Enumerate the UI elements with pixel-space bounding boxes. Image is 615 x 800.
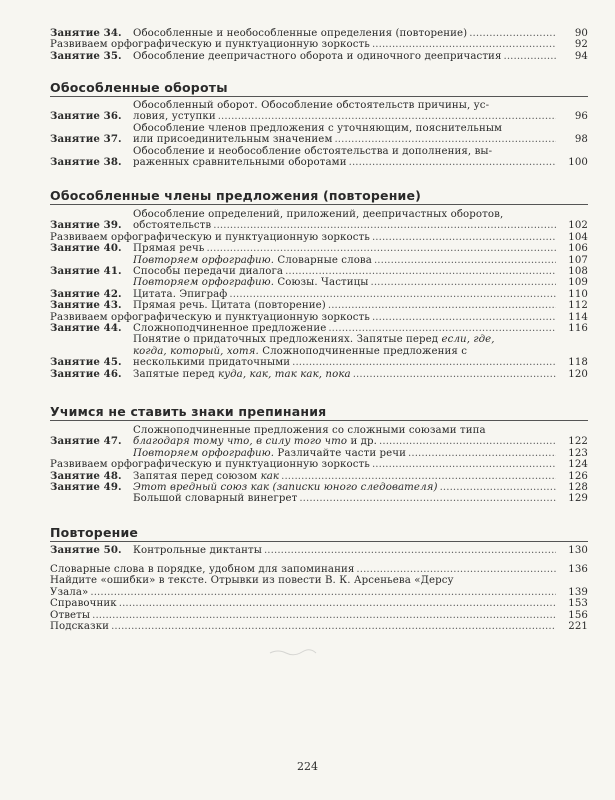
entry-line: [133, 243, 558, 254]
entry-title: [133, 482, 558, 493]
entry-line: [50, 610, 558, 621]
entry-text: [133, 277, 369, 288]
section-rule: [50, 420, 588, 421]
italic-lead: Повторяем орфографию.: [133, 277, 275, 289]
entry-title: [50, 312, 558, 323]
entry-text: Обособление и необособление обстоятельства и дополнения, вы-: [133, 145, 493, 157]
entry-title: [133, 255, 558, 266]
entry-text: когда, который, хотя. Сложноподчиненные предложения с: [133, 345, 468, 357]
entry-line: [133, 482, 558, 493]
toc-entry: [50, 323, 588, 334]
toc-entry: [50, 459, 588, 470]
leader-dots: [90, 587, 556, 598]
leader-dots: [229, 289, 556, 300]
lesson-label: Занятие 45.: [50, 356, 122, 369]
leader-dots: [503, 51, 556, 62]
entry-title: [50, 232, 558, 243]
entry-title: [50, 598, 558, 609]
lesson-label: Занятие 34.: [50, 27, 122, 39]
leader-dots: [299, 493, 556, 504]
entry-text: или присоединительным значением: [133, 134, 333, 146]
leader-dots: [218, 111, 556, 122]
leader-dots: [281, 471, 556, 482]
toc-entry: [50, 255, 588, 266]
toc-entry: [50, 448, 588, 459]
entry-line: [133, 425, 558, 436]
entry-text: Развиваем орфографическую и пунктуационную зоркость: [50, 39, 370, 51]
leader-dots: [372, 312, 556, 323]
entry-line: [50, 459, 558, 470]
entry-title: [133, 334, 558, 368]
entry-title: [50, 564, 558, 575]
entry-title: [133, 545, 558, 556]
toc-entry: [50, 243, 588, 254]
entry-line: [133, 277, 558, 288]
page-number: 224: [297, 760, 318, 773]
entry-title: [50, 39, 558, 50]
entry-line: [50, 587, 558, 598]
leader-dots: [372, 39, 556, 50]
page-ref: 96: [574, 111, 588, 123]
entry-rest: Словарные слова: [274, 254, 372, 266]
entry-line: [133, 436, 558, 447]
entry-line: [133, 255, 558, 266]
entry-title: [133, 277, 558, 288]
entry-text: Запятые перед куда, как, так как, пока: [133, 368, 351, 380]
leader-dots: [285, 266, 556, 277]
entry-line: [133, 100, 558, 111]
toc-entry: [50, 482, 588, 493]
toc-entry: [50, 334, 588, 368]
page-ref: 102: [568, 220, 588, 232]
toc-entry: [50, 289, 588, 300]
entry-text: Обособленный оборот. Обособление обстоятельств причины, ус-: [133, 100, 490, 111]
entry-text: Сложноподчиненное предложение: [133, 323, 327, 335]
entry-line: [133, 28, 558, 39]
entry-text: Сложноподчиненные предложения со сложными союзами типа: [133, 425, 486, 436]
page-ref: 114: [568, 311, 588, 323]
lesson-label: Занятие 42.: [50, 287, 122, 300]
section-title-no-punctuation: Учимся не ставить знаки препинания: [50, 404, 327, 419]
toc-entry: [50, 598, 588, 609]
lesson-label: Занятие 37.: [50, 133, 122, 146]
entry-line: [50, 39, 558, 50]
entry-title: [133, 323, 558, 334]
toc-entry: [50, 39, 588, 50]
toc-entry: [50, 545, 588, 556]
entry-title: [133, 243, 558, 254]
toc-entry: [50, 564, 588, 575]
entry-line: [50, 575, 558, 586]
page-ref: 139: [568, 586, 588, 598]
toc-entry: [50, 312, 588, 323]
entry-line: [133, 209, 558, 220]
entry-title: [133, 146, 558, 169]
entry-line: [133, 134, 558, 145]
entry-text: ловия, уступки: [133, 111, 216, 123]
page-ref: 130: [568, 545, 588, 556]
page-ref: 116: [568, 323, 588, 335]
toc-entry: [50, 209, 588, 232]
toc-entry: [50, 232, 588, 243]
entry-line: [133, 471, 558, 482]
toc-entry: [50, 277, 588, 288]
entry-line: [133, 545, 558, 556]
entry-title: [133, 369, 558, 380]
entry-text: Понятие о придаточных предложениях. Запятые перед если, где,: [133, 334, 495, 346]
entry-text: Цитата. Эпиграф: [133, 288, 228, 300]
leader-dots: [440, 482, 556, 493]
lesson-label: Занятие 35.: [50, 49, 122, 62]
page-ref: 100: [568, 157, 588, 169]
scan-smudge: [268, 647, 318, 657]
entry-line: [50, 312, 558, 323]
leader-dots: [374, 255, 556, 266]
entry-line: [133, 334, 558, 345]
entry-line: [50, 598, 558, 609]
section-rule: [50, 96, 588, 97]
entry-title: [50, 459, 558, 470]
page-ref: 104: [568, 231, 588, 243]
entry-text: Обособленные и необособленные определения (повторение): [133, 28, 468, 39]
page-ref: 98: [574, 134, 588, 146]
toc-entry: [50, 51, 588, 62]
page-ref: 120: [568, 368, 588, 380]
entry-line: [133, 220, 558, 231]
entry-line: [133, 266, 558, 277]
entry-text: обстоятельств: [133, 220, 212, 232]
toc-entry: [50, 425, 588, 448]
leader-dots: [371, 277, 557, 288]
entry-text: Обособление деепричастного оборота и одиночного деепричастия: [133, 50, 502, 62]
lesson-label: Занятие 39.: [50, 219, 122, 232]
toc-entry: [50, 28, 588, 39]
page-ref: 156: [568, 609, 588, 621]
entry-title: [50, 621, 558, 632]
page-ref: 107: [568, 254, 588, 266]
entry-line: [133, 289, 558, 300]
toc-section-4: [50, 545, 588, 556]
toc-entry: [50, 146, 588, 169]
entry-line: [133, 146, 558, 157]
toc-section-3: [50, 425, 588, 505]
entry-text: Найдите «ошибки» в тексте. Отрывки из повести В. К. Арсеньева «Дерсу: [50, 575, 454, 587]
page-ref: 153: [568, 598, 588, 610]
entry-text: Запятая перед союзом как: [133, 470, 280, 482]
page-ref: 109: [568, 277, 588, 289]
entry-title: [133, 448, 558, 459]
toc-section-2: [50, 209, 588, 380]
lesson-label: Занятие 41.: [50, 265, 122, 278]
toc-entry: [50, 575, 588, 598]
section-title-review: Повторение: [50, 525, 139, 540]
entry-text: Развиваем орфографическую и пунктуационную зоркость: [50, 459, 370, 471]
page-ref: 118: [568, 357, 588, 369]
entry-text: Контрольные диктанты: [133, 545, 262, 556]
leader-dots: [353, 369, 556, 380]
entry-text: [133, 448, 406, 459]
entry-line: [133, 323, 558, 334]
entry-text: Развиваем орфографическую и пунктуационную зоркость: [50, 311, 370, 323]
lesson-label: Занятие 49.: [50, 481, 122, 494]
toc-entry: [50, 123, 588, 146]
entry-text: Развиваем орфографическую и пунктуационную зоркость: [50, 231, 370, 243]
entry-title: [133, 28, 558, 39]
toc-entry: [50, 100, 588, 123]
entry-line: [133, 157, 558, 168]
entry-title: [133, 209, 558, 232]
toc-entry: [50, 610, 588, 621]
entry-line: [50, 232, 558, 243]
toc-entry: [50, 471, 588, 482]
entry-title: [133, 425, 558, 448]
page-ref: 92: [574, 39, 588, 51]
toc-entry: [50, 621, 588, 632]
entry-title: [50, 610, 558, 621]
lesson-label: Занятие 44.: [50, 322, 122, 335]
section-title-isolated-phrases: Обособленные обороты: [50, 80, 228, 95]
entry-text: Узала»: [50, 586, 89, 598]
entry-text: Справочник: [50, 598, 117, 610]
entry-line: [133, 51, 558, 62]
leader-dots: [408, 448, 556, 459]
entry-rest: Различайте части речи: [274, 447, 407, 459]
page-ref: 124: [568, 459, 588, 471]
leader-dots: [328, 323, 556, 334]
page-ref: 122: [568, 436, 588, 448]
leader-dots: [334, 134, 556, 145]
lesson-label: Занятие 48.: [50, 469, 122, 482]
entry-line: [133, 369, 558, 380]
italic-lead: Повторяем орфографию.: [133, 254, 275, 266]
entry-text: несколькими придаточными: [133, 357, 291, 369]
toc-section-1: [50, 100, 588, 168]
entry-title: [133, 51, 558, 62]
entry-line: [133, 300, 558, 311]
page-ref: 123: [568, 447, 588, 459]
entry-text: Этот вредный союз как (записки юного следователя): [133, 482, 438, 494]
leader-dots: [111, 621, 556, 632]
entry-text: Прямая речь: [133, 243, 205, 255]
entry-line: [133, 493, 558, 504]
page-ref: 112: [568, 300, 588, 312]
entry-title: [133, 123, 558, 146]
section-rule: [50, 541, 588, 542]
entry-line: [133, 123, 558, 134]
leader-dots: [372, 459, 556, 470]
entry-text: Способы передачи диалога: [133, 266, 284, 278]
entry-text: благодаря тому что, в силу того что и др.: [133, 436, 378, 448]
entry-text: Прямая речь. Цитата (повторение): [133, 300, 326, 312]
page-ref: 128: [568, 482, 588, 494]
toc-entry: [50, 300, 588, 311]
leader-dots: [92, 610, 556, 621]
entry-text: Обособление членов предложения с уточняющим, пояснительным: [133, 122, 503, 134]
leader-dots: [349, 157, 556, 168]
toc-entry: [50, 369, 588, 380]
entry-text: Обособление определений, приложений, деепричастных оборотов,: [133, 209, 504, 220]
entry-text: Ответы: [50, 609, 91, 621]
entry-title: [133, 289, 558, 300]
page-ref: 106: [568, 243, 588, 255]
page-ref: 126: [568, 470, 588, 482]
entry-text: Подсказки: [50, 621, 110, 633]
page-ref: 94: [574, 50, 588, 62]
leader-dots: [469, 28, 556, 39]
entry-text: Словарные слова в порядке, удобном для запоминания: [50, 564, 355, 575]
page-ref: 221: [568, 621, 588, 633]
entry-line: [50, 564, 558, 575]
page-ref: 110: [568, 288, 588, 300]
leader-dots: [213, 220, 556, 231]
entry-text: [133, 255, 372, 266]
lesson-label: Занятие 46.: [50, 367, 122, 380]
toc-entry: [50, 493, 588, 504]
entry-title: [133, 471, 558, 482]
entry-line: [133, 111, 558, 122]
toc-appendix: [50, 564, 588, 632]
entry-title: [133, 300, 558, 311]
toc-entry: [50, 266, 588, 277]
page-ref: 129: [568, 493, 588, 505]
leader-dots: [356, 564, 556, 575]
entry-title: [133, 266, 558, 277]
lesson-label: Занятие 47.: [50, 435, 122, 448]
lesson-label: Занятие 40.: [50, 242, 122, 255]
lesson-label: Занятие 50.: [50, 544, 122, 556]
lesson-label: Занятие 43.: [50, 299, 122, 312]
page-ref: 108: [568, 266, 588, 278]
leader-dots: [264, 545, 556, 556]
lesson-label: Занятие 36.: [50, 110, 122, 123]
page-ref: 90: [574, 28, 588, 39]
leader-dots: [292, 357, 556, 368]
entry-title: [50, 575, 558, 598]
italic-lead: Повторяем орфографию.: [133, 447, 275, 459]
section-rule: [50, 204, 588, 205]
entry-line: [50, 621, 558, 632]
leader-dots: [328, 300, 556, 311]
toc-top-block: [50, 28, 588, 62]
leader-dots: [206, 243, 556, 254]
entry-title: [133, 493, 558, 504]
leader-dots: [119, 598, 556, 609]
entry-rest: Союзы. Частицы: [274, 277, 369, 289]
page-ref: 136: [568, 564, 588, 575]
leader-dots: [379, 436, 556, 447]
entry-line: [133, 357, 558, 368]
leader-dots: [372, 232, 556, 243]
entry-title: [133, 100, 558, 123]
entry-text: Большой словарный винегрет: [133, 493, 298, 505]
entry-line: [133, 346, 558, 357]
lesson-label: Занятие 38.: [50, 156, 122, 169]
entry-line: [133, 448, 558, 459]
section-title-isolated-members: Обособленные члены предложения (повторение): [50, 188, 422, 203]
entry-text: раженных сравнительными оборотами: [133, 157, 347, 169]
